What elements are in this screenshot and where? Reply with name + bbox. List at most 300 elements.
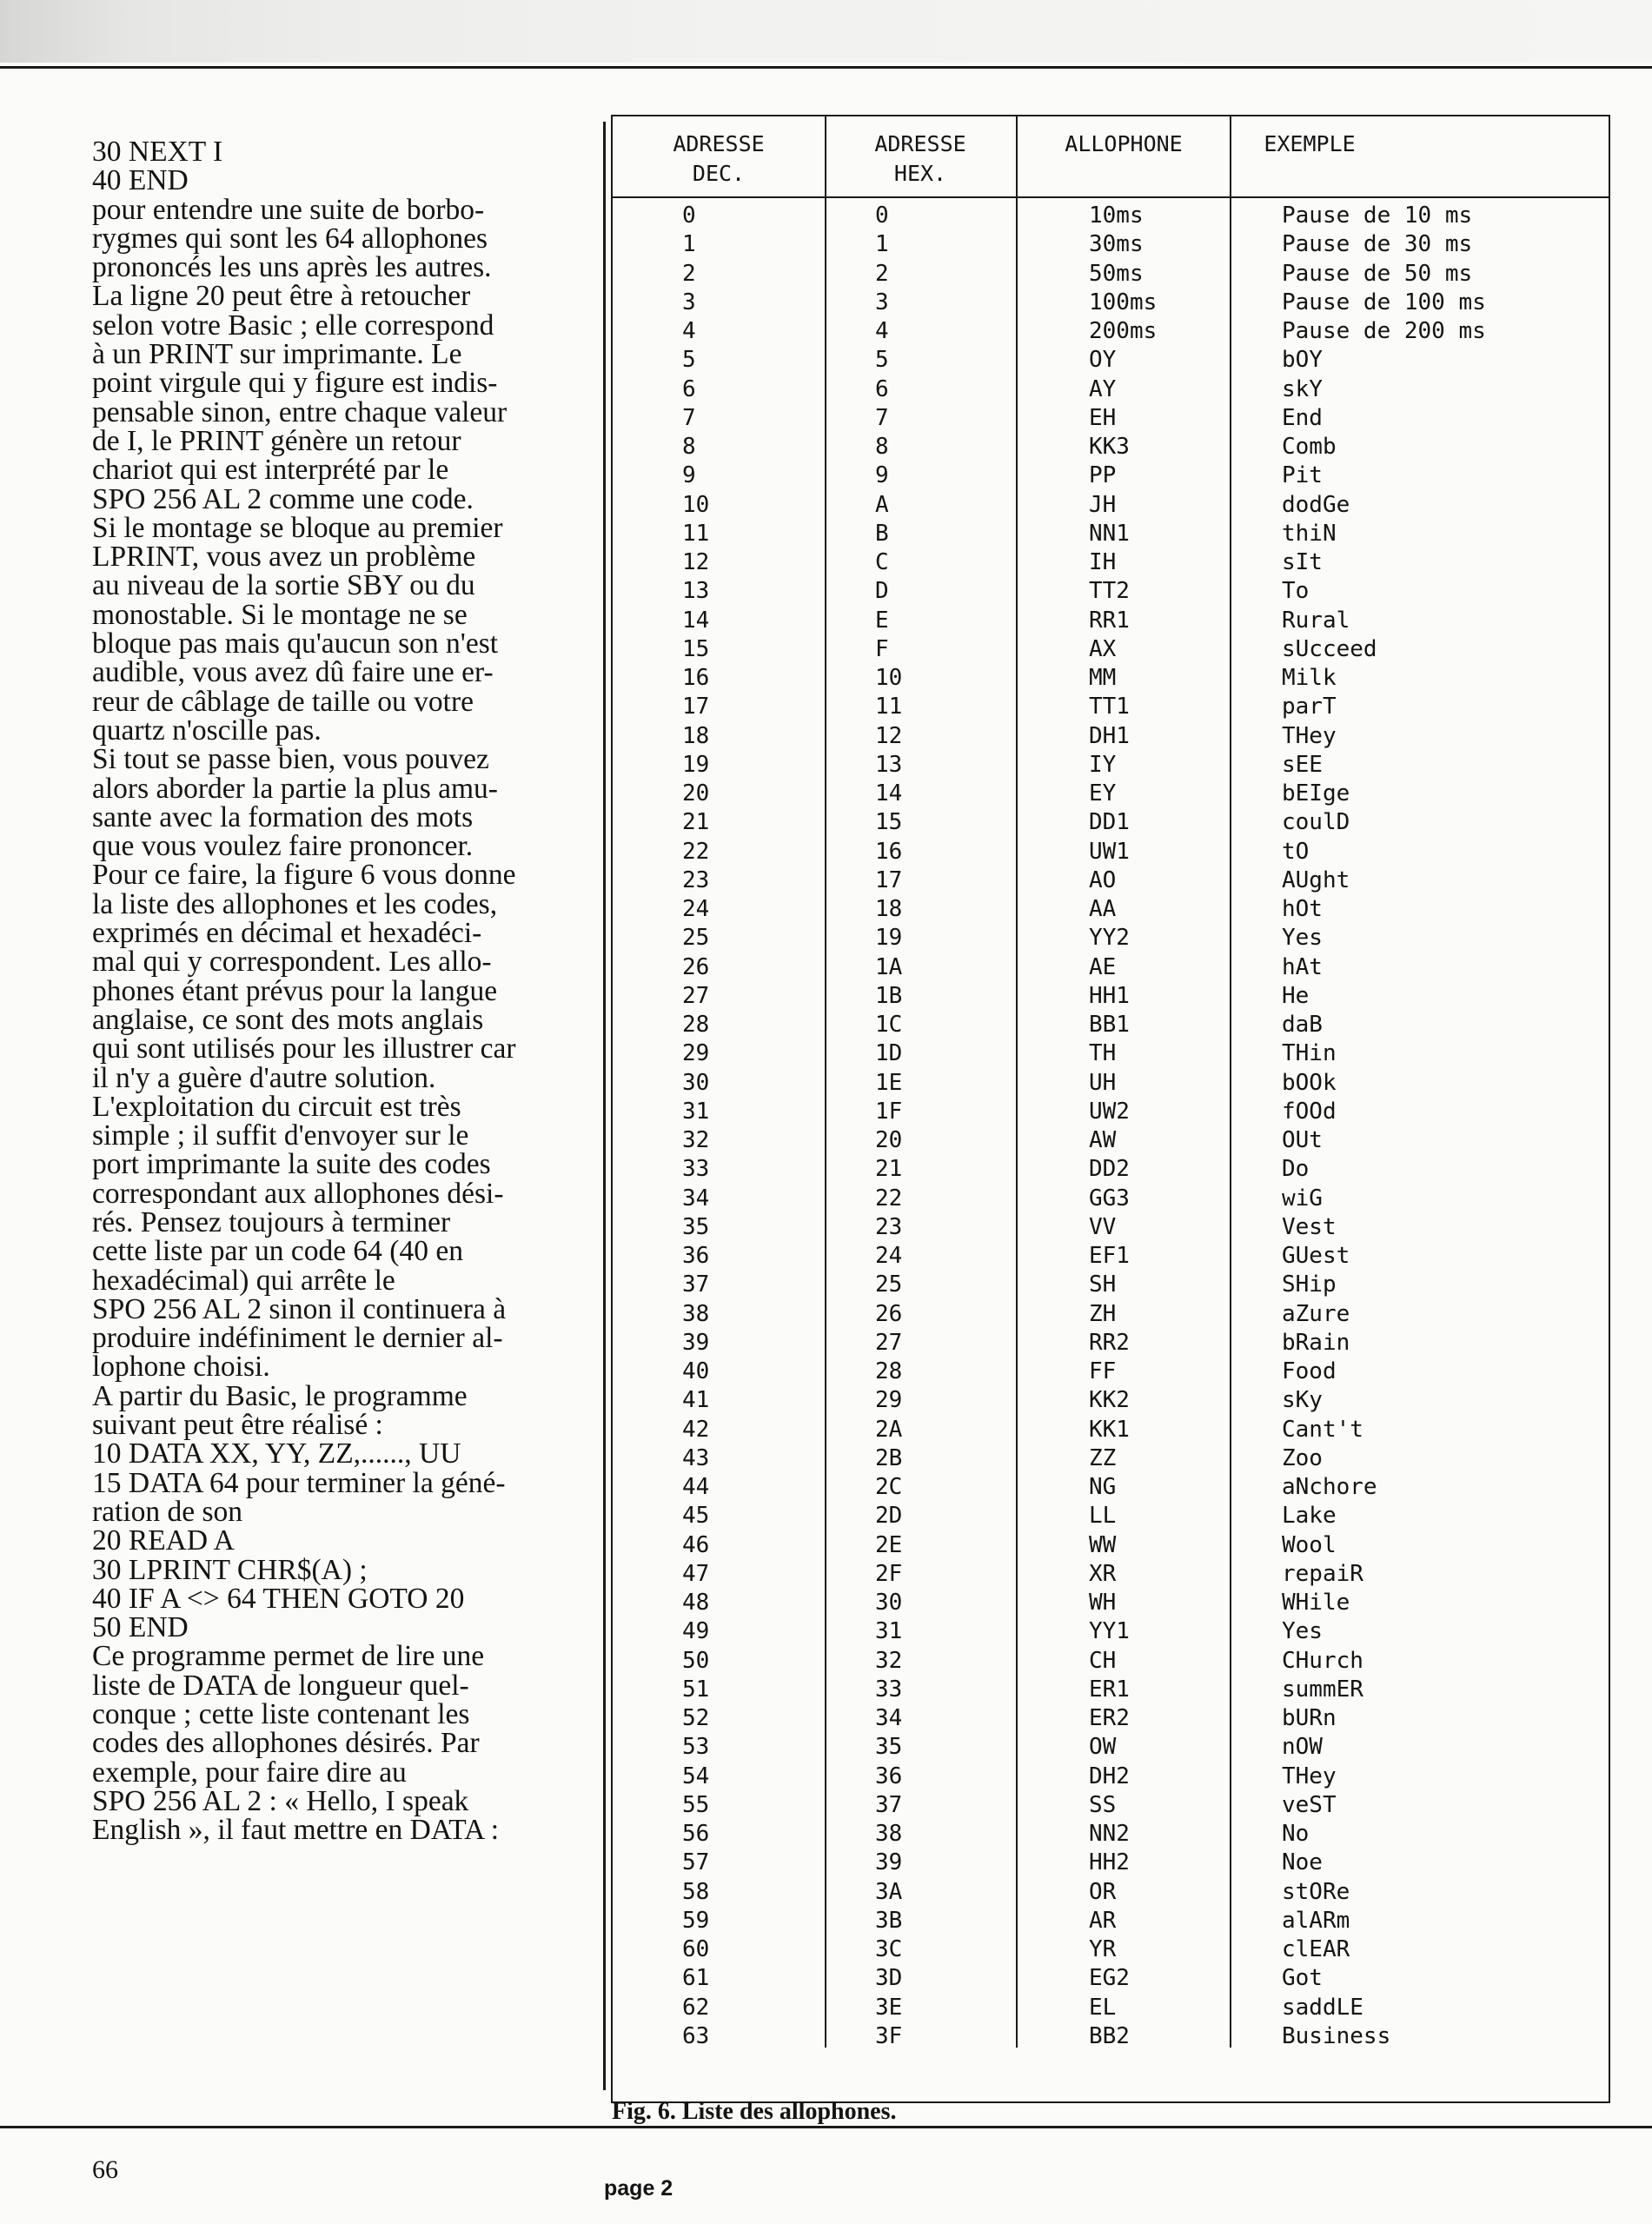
cell-example: End [1282,404,1323,431]
cell-allophone: AR [1089,1907,1117,1934]
cell-allophone: HH2 [1089,1849,1130,1876]
cell-hex: 1 [875,231,889,258]
cell-dec: 4 [682,318,696,344]
cell-allophone: AW [1089,1127,1117,1153]
text-line: 30 LPRINT CHR$(A) ; [92,1553,368,1586]
cell-dec: 13 [682,578,710,605]
column-divider [603,122,606,2090]
text-line: exprimés en décimal et hexadéci- [92,917,482,950]
cell-allophone: 200ms [1089,318,1158,344]
table-row [613,202,1609,230]
text-line: mal qui y correspondent. Les allo- [92,946,492,979]
text-line: simple ; il suffit d'envoyer sur le [92,1119,469,1152]
cell-dec: 37 [682,1271,710,1298]
cell-allophone: BB2 [1089,2022,1130,2049]
cell-example: sEE [1282,751,1323,778]
cell-dec: 42 [682,1416,710,1443]
text-line: Pour ce faire, la figure 6 vous donne [92,859,516,892]
table-row [613,780,1609,808]
text-line: SPO 256 AL 2 comme une code. [92,482,474,515]
cell-dec: 7 [682,404,696,431]
header-strip [0,0,1652,63]
cell-hex: 16 [875,838,903,865]
text-line: la liste des allophones et les codes, [92,887,498,920]
cell-hex: 2F [875,1560,903,1587]
cell-dec: 14 [682,607,710,634]
table-row [613,433,1609,461]
cell-hex: 22 [875,1185,903,1212]
text-line: audible, vous avez dû faire une er- [92,656,494,689]
cell-allophone: DH1 [1089,722,1130,749]
cell-allophone: CH [1089,1647,1117,1674]
cell-example: aZure [1282,1300,1350,1327]
cell-example: SHip [1282,1271,1337,1298]
cell-example: No [1282,1821,1310,1847]
table-row [613,1358,1609,1386]
table-row [613,1039,1609,1068]
table-row [613,1416,1609,1444]
header-allophone: ALLOPHONE [1065,131,1183,156]
cell-dec: 0 [682,202,696,229]
cell-allophone: MM [1089,665,1117,691]
cell-dec: 61 [682,1965,710,1992]
cell-dec: 8 [682,434,696,460]
text-line: à un PRINT sur imprimante. Le [92,338,462,371]
table-row [613,1589,1609,1617]
cell-dec: 52 [682,1705,710,1731]
text-line: L'exploitation du circuit est très [92,1090,461,1123]
cell-allophone: LL [1089,1503,1117,1530]
cell-hex: 19 [875,925,903,952]
cell-example: bEIge [1282,780,1350,807]
cell-allophone: AX [1089,635,1117,662]
cell-dec: 59 [682,1907,710,1934]
cell-allophone: AA [1089,896,1117,922]
text-line: monostable. Si le montage ne se [92,598,468,631]
cell-dec: 2 [682,260,696,287]
cell-dec: 56 [682,1821,710,1847]
table-row [613,1676,1609,1704]
cell-hex: 34 [875,1705,903,1731]
cell-example: Milk [1282,665,1337,691]
cell-dec: 58 [682,1878,710,1905]
table-row [613,1242,1609,1271]
cell-allophone: IY [1089,751,1117,778]
cell-hex: 5 [875,347,889,374]
cell-allophone: VV [1089,1213,1117,1240]
cell-allophone: KK3 [1089,434,1130,460]
cell-dec: 18 [682,722,710,749]
cell-allophone: 10ms [1089,202,1144,229]
cell-hex: 39 [875,1849,903,1876]
cell-dec: 53 [682,1734,710,1761]
cell-hex: 26 [875,1300,903,1327]
text-line: alors aborder la partie la plus amu- [92,772,498,805]
cell-allophone: RR2 [1089,1329,1130,1356]
cell-example: Cant't [1282,1416,1363,1443]
table-row [613,1704,1609,1733]
cell-example: Pause de 50 ms [1282,260,1473,287]
cell-hex: 0 [875,202,889,229]
text-line: point virgule qui y figure est indis- [92,367,498,400]
cell-dec: 3 [682,289,696,315]
cell-example: Yes [1282,1618,1323,1645]
cell-hex: C [875,549,889,575]
cell-hex: B [875,520,889,547]
table-row [613,1069,1609,1098]
cell-allophone: SS [1089,1791,1117,1818]
cell-dec: 40 [682,1358,710,1384]
cell-allophone: DD1 [1089,809,1130,836]
cell-allophone: OR [1089,1878,1117,1905]
cell-allophone: WW [1089,1531,1117,1558]
table-row [613,1849,1609,1877]
cell-dec: 20 [682,780,710,807]
cell-example: stORe [1282,1878,1350,1905]
cell-allophone: HH1 [1089,982,1130,1009]
cell-example: parT [1282,694,1337,720]
table-row [613,230,1609,259]
text-line: au niveau de la sortie SBY ou du [92,569,475,602]
text-line: prononcés les uns après les autres. [92,251,492,284]
cell-dec: 33 [682,1156,710,1183]
text-line: anglaise, ce sont des mots anglais [92,1003,484,1036]
cell-dec: 47 [682,1560,710,1587]
cell-allophone: RR1 [1089,607,1130,634]
cell-hex: 2C [875,1474,903,1500]
cell-example: Pause de 100 ms [1282,289,1486,315]
table-row [613,375,1609,404]
text-line: Si le montage se bloque au premier [92,511,503,544]
cell-dec: 31 [682,1098,710,1125]
cell-hex: 30 [875,1590,903,1616]
figure-caption: Fig. 6. Liste des allophones. [612,2098,897,2125]
cell-allophone: DH2 [1089,1763,1130,1789]
cell-example: Vest [1282,1213,1337,1240]
cell-dec: 24 [682,896,710,922]
cell-hex: 10 [875,665,903,691]
text-line: lophone choisi. [92,1351,270,1384]
text-line: SPO 256 AL 2 sinon il continuera à [92,1292,507,1325]
cell-example: veST [1282,1791,1337,1818]
cell-example: wiG [1282,1185,1323,1212]
cell-hex: 1E [875,1069,903,1096]
table-row [613,1473,1609,1502]
cell-hex: 38 [875,1821,903,1847]
text-line: selon votre Basic ; elle correspond [92,309,494,342]
cell-example: Zoo [1282,1444,1323,1471]
cell-allophone: WH [1089,1590,1117,1616]
cell-hex: 3B [875,1907,903,1934]
cell-hex: A [875,491,889,518]
cell-allophone: EF1 [1089,1243,1130,1269]
cell-example: He [1282,982,1310,1009]
cell-dec: 16 [682,665,710,691]
cell-allophone: JH [1089,491,1117,518]
table-row [613,289,1609,317]
cell-allophone: BB1 [1089,1012,1130,1038]
table-row [613,461,1609,490]
text-line: exemple, pour faire dire au [92,1756,407,1789]
cell-dec: 29 [682,1040,710,1067]
table-row [613,260,1609,289]
cell-dec: 22 [682,838,710,865]
cell-dec: 12 [682,549,710,575]
cell-hex: 24 [875,1243,903,1269]
cell-allophone: NG [1089,1474,1117,1500]
table-row [613,866,1609,895]
cell-dec: 50 [682,1647,710,1674]
cell-hex: 25 [875,1271,903,1298]
text-line: 40 END [92,164,189,197]
cell-allophone: 30ms [1089,231,1144,258]
table-row [613,895,1609,924]
table-row [613,1560,1609,1589]
cell-example: Business [1282,2022,1391,2049]
cell-allophone: ER1 [1089,1676,1130,1703]
table-row [613,1733,1609,1762]
text-line: pour entendre une suite de borbo- [92,193,485,226]
cell-dec: 48 [682,1590,710,1616]
cell-dec: 10 [682,491,710,518]
table-row [613,1763,1609,1791]
text-line: pensable sinon, entre chaque valeur [92,395,508,428]
cell-example: tO [1282,838,1310,865]
cell-hex: 23 [875,1213,903,1240]
table-row [613,1531,1609,1560]
cell-hex: 3D [875,1965,903,1992]
cell-dec: 30 [682,1069,710,1096]
cell-dec: 60 [682,1936,710,1962]
cell-dec: 9 [682,462,696,489]
table-row [613,635,1609,664]
cell-example: bURn [1282,1705,1337,1731]
cell-example: THin [1282,1040,1337,1067]
text-line: conque ; cette liste contenant les [92,1698,470,1731]
table-row [613,751,1609,780]
page-label: page 2 [604,2176,673,2201]
cell-example: WHile [1282,1590,1350,1616]
text-line: hexadécimal) qui arrête le [92,1264,395,1297]
cell-dec: 19 [682,751,710,778]
cell-example: alARm [1282,1907,1350,1934]
table-row [613,491,1609,520]
text-line: il n'y a guère d'autre solution. [92,1061,436,1094]
text-line: phones étant prévus pour la langue [92,974,498,1007]
cell-dec: 54 [682,1763,710,1789]
cell-example: fOOd [1282,1098,1337,1125]
cell-dec: 26 [682,953,710,980]
cell-allophone: 100ms [1089,289,1158,315]
cell-dec: 11 [682,520,710,547]
text-line: rés. Pensez toujours à terminer [92,1205,451,1238]
cell-dec: 57 [682,1849,710,1876]
cell-example: daB [1282,1012,1323,1038]
page-number: 66 [92,2155,118,2184]
cell-allophone: TT1 [1089,694,1130,720]
table-row [613,404,1609,433]
cell-hex: 3F [875,2022,903,2049]
table-row [613,520,1609,548]
cell-allophone: YR [1089,1936,1117,1962]
cell-hex: 4 [875,318,889,344]
text-line: reur de câblage de taille ou votre [92,685,474,718]
allophone-table [611,115,1610,2103]
cell-dec: 38 [682,1300,710,1327]
table-row [613,1820,1609,1849]
text-line: La ligne 20 peut être à retoucher [92,280,471,313]
cell-example: Wool [1282,1531,1337,1558]
cell-allophone: ER2 [1089,1705,1130,1731]
cell-hex: 29 [875,1387,903,1414]
cell-dec: 6 [682,375,696,402]
text-line: A partir du Basic, le programme [92,1379,468,1412]
cell-hex: 3 [875,289,889,315]
table-row [613,808,1609,837]
cell-dec: 63 [682,2022,710,2049]
cell-dec: 62 [682,1994,710,2021]
cell-hex: 36 [875,1763,903,1789]
cell-allophone: EL [1089,1994,1117,2021]
cell-allophone: OW [1089,1734,1117,1761]
cell-hex: 1F [875,1098,903,1125]
cell-hex: 7 [875,404,889,431]
text-line: English », il faut mettre en DATA : [92,1814,500,1847]
text-line: port imprimante la suite des codes [92,1148,491,1181]
cell-hex: 15 [875,809,903,836]
cell-hex: D [875,578,889,605]
text-line: SPO 256 AL 2 : « Hello, I speak [92,1784,469,1817]
cell-example: Comb [1282,434,1337,460]
cell-allophone: NN2 [1089,1821,1130,1847]
table-row [613,693,1609,721]
text-line: liste de DATA de longueur quel- [92,1669,469,1702]
cell-allophone: FF [1089,1358,1117,1384]
table-row [613,2022,1609,2051]
text-line: rygmes qui sont les 64 allophones [92,222,488,255]
table-header [613,116,1609,198]
text-line: LPRINT, vous avez un problème [92,541,476,574]
cell-dec: 55 [682,1791,710,1818]
cell-example: Pause de 30 ms [1282,231,1473,258]
cell-example: nOW [1282,1734,1323,1761]
cell-example: Pause de 200 ms [1282,318,1486,344]
header-example: EXEMPLE [1264,131,1356,156]
cell-dec: 32 [682,1127,710,1153]
table-row [613,1155,1609,1184]
text-line: ration de son [92,1495,243,1528]
cell-hex: 11 [875,694,903,720]
cell-dec: 23 [682,866,710,893]
cell-example: Pause de 10 ms [1282,202,1473,229]
text-line: bloque pas mais qu'aucun son n'est [92,627,499,661]
text-line: qui sont utilisés pour les illustrer car [92,1032,516,1066]
table-row [613,346,1609,375]
cell-hex: 1B [875,982,903,1009]
cell-example: skY [1282,375,1323,402]
table-row [613,664,1609,693]
cell-hex: 3A [875,1878,903,1905]
text-line: 30 NEXT I [92,136,223,168]
text-line: 40 IF A <> 64 THEN GOTO 20 [92,1582,465,1615]
cell-hex: 32 [875,1647,903,1674]
cell-example: hOt [1282,896,1323,922]
header-rule [0,66,1652,69]
cell-hex: 14 [875,780,903,807]
cell-hex: 37 [875,1791,903,1818]
cell-allophone: DD2 [1089,1156,1130,1183]
cell-example: saddLE [1282,1994,1363,2021]
cell-allophone: EG2 [1089,1965,1130,1992]
text-line: codes des allophones désirés. Par [92,1727,480,1760]
cell-example: To [1282,578,1310,605]
cell-example: Rural [1282,607,1350,634]
cell-allophone: KK2 [1089,1387,1130,1414]
cell-dec: 35 [682,1213,710,1240]
cell-dec: 45 [682,1503,710,1530]
cell-dec: 27 [682,982,710,1009]
cell-example: Pit [1282,462,1323,489]
cell-hex: 3E [875,1994,903,2021]
cell-allophone: TT2 [1089,578,1130,605]
cell-allophone: ZZ [1089,1444,1117,1471]
cell-dec: 17 [682,694,710,720]
table-row [613,953,1609,982]
header-dec: ADRESSE DEC. [673,131,765,186]
table-row [613,1300,1609,1329]
cell-allophone: KK1 [1089,1416,1130,1443]
table-row [613,1502,1609,1530]
text-line: correspondant aux allophones dési- [92,1177,504,1210]
cell-example: bRain [1282,1329,1350,1356]
cell-hex: 8 [875,434,889,460]
cell-allophone: OY [1089,347,1117,374]
text-line: que vous voulez faire prononcer. [92,830,474,863]
cell-hex: 35 [875,1734,903,1761]
text-line: 50 END [92,1611,189,1644]
cell-allophone: 50ms [1089,260,1144,287]
cell-hex: 12 [875,722,903,749]
cell-example: sKy [1282,1387,1323,1414]
cell-dec: 15 [682,635,710,662]
table-row [613,838,1609,866]
cell-allophone: IH [1089,549,1117,575]
cell-example: dodGe [1282,491,1350,518]
cell-dec: 28 [682,1012,710,1038]
table-row [613,1935,1609,1964]
cell-example: repaiR [1282,1560,1363,1587]
table-row [613,1964,1609,1993]
cell-hex: 17 [875,866,903,893]
table-row [613,1994,1609,2022]
cell-hex: 20 [875,1127,903,1153]
cell-hex: 2A [875,1416,903,1443]
cell-allophone: SH [1089,1271,1117,1298]
table-row [613,982,1609,1011]
cell-example: aNchore [1282,1474,1377,1500]
table-row [613,317,1609,346]
text-line: suivant peut être réalisé : [92,1409,383,1442]
cell-dec: 41 [682,1387,710,1414]
cell-dec: 46 [682,1531,710,1558]
cell-example: summER [1282,1676,1363,1703]
cell-example: AUght [1282,866,1350,893]
table-row [613,1386,1609,1415]
cell-allophone: PP [1089,462,1117,489]
cell-hex: 27 [875,1329,903,1356]
table-row [613,607,1609,635]
cell-allophone: EY [1089,780,1117,807]
